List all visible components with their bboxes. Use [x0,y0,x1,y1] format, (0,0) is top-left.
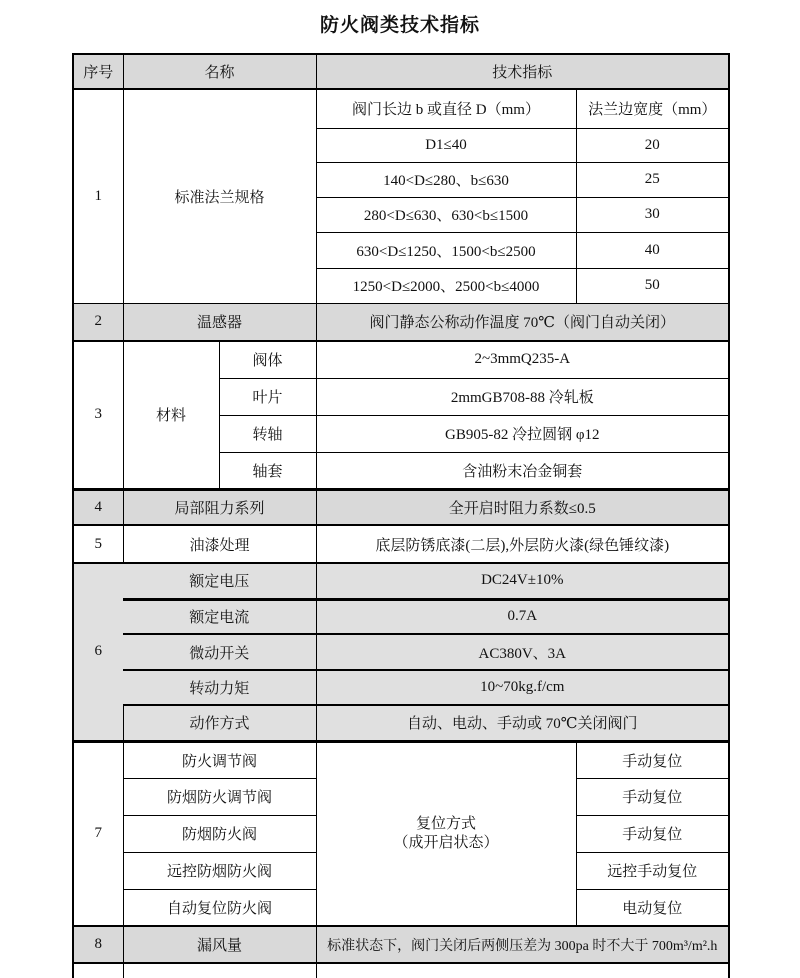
s6-row-4 [73,705,729,741]
s1-col-left: 阀门长边 b 或直径 D（mm） [316,89,576,128]
s2-name: 温感器 [123,303,316,341]
s8-no: 8 [73,926,123,963]
s7-reset-cell [316,741,576,926]
s3-part-0: 阀体 [219,341,316,378]
spec-table [72,53,730,978]
s6-value-0: DC24V±10% [316,563,729,599]
s6-no: 6 [73,563,123,741]
cutoff-cell-name [123,963,316,978]
s2-no: 2 [73,303,123,341]
s4-no: 4 [73,489,123,525]
s6-value-4: 自动、电动、手动或 70℃关闭阀门 [316,705,729,741]
s7-value-0: 手动复位 [576,741,729,778]
s1-range-4: 1250<D≤2000、2500<b≤4000 [316,268,576,303]
s3-value-3: 含油粉末冶金铜套 [316,452,729,489]
s1-width-0: 20 [576,128,729,162]
s7-value-3: 远控手动复位 [576,852,729,889]
s1-no: 1 [73,89,123,303]
header-cell-no: 序号 [73,54,123,89]
s6-name-4: 动作方式 [123,705,316,741]
s7-row-0 [73,741,729,778]
s5-no: 5 [73,525,123,563]
s6-row-0 [73,563,729,599]
table-header-row [73,54,729,89]
s1-width-4: 50 [576,268,729,303]
s7-name-1: 防烟防火调节阀 [123,778,316,815]
s7-reset-title: 复位方式 [416,815,477,832]
s6-value-1: 0.7A [316,599,729,634]
cutoff-row [73,963,729,978]
s5-row [73,525,729,563]
s8-row [73,926,729,963]
header-cell-name: 名称 [123,54,316,89]
s1-width-1: 25 [576,162,729,197]
s1-subheader-row [73,89,729,128]
s7-value-4: 电动复位 [576,889,729,926]
s7-name-4: 自动复位防火阀 [123,889,316,926]
s1-width-2: 30 [576,197,729,232]
s6-row-2 [73,634,729,670]
s8-name: 漏风量 [123,926,316,963]
s4-name: 局部阻力系列 [123,489,316,525]
s3-value-1: 2mmGB708-88 冷轧板 [316,378,729,415]
s3-part-2: 转轴 [219,415,316,452]
s6-name-2: 微动开关 [123,634,316,670]
s7-value-2: 手动复位 [576,815,729,852]
s3-part-3: 轴套 [219,452,316,489]
s1-width-3: 40 [576,232,729,268]
s7-name-3: 远控防烟防火阀 [123,852,316,889]
cutoff-cell-value [316,963,729,978]
s6-row-3 [73,670,729,705]
header-cell-spec: 技术指标 [316,54,729,89]
s4-value: 全开启时阻力系数≤0.5 [316,489,729,525]
s6-name-3: 转动力矩 [123,670,316,705]
s7-value-1: 手动复位 [576,778,729,815]
s3-row-0 [73,341,729,378]
s7-name-2: 防烟防火阀 [123,815,316,852]
s7-no: 7 [73,741,123,926]
s5-name: 油漆处理 [123,525,316,563]
s7-reset-note: （成开启状态） [393,834,499,851]
s1-range-3: 630<D≤1250、1500<b≤2500 [316,232,576,268]
s2-value: 阀门静态公称动作温度 70℃（阀门自动关闭） [316,303,729,341]
s7-name-0: 防火调节阀 [123,741,316,778]
s6-name-1: 额定电流 [123,599,316,634]
s1-col-right: 法兰边宽度（mm） [576,89,729,128]
s6-name-0: 额定电压 [123,563,316,599]
s6-value-2: AC380V、3A [316,634,729,670]
s6-value-3: 10~70kg.f/cm [316,670,729,705]
cutoff-cell-no [73,963,123,978]
s4-row [73,489,729,525]
s1-range-1: 140<D≤280、b≤630 [316,162,576,197]
s1-range-0: D1≤40 [316,128,576,162]
page-title: 防火阀类技术指标 [319,15,480,36]
s2-row [73,303,729,341]
s3-value-2: GB905-82 冷拉圆钢 φ12 [316,415,729,452]
s8-value: 标准状态下，阀门关闭后两侧压差为 300pa 时不大于 700m³/m².h [316,926,729,963]
s3-no: 3 [73,341,123,489]
s3-part-1: 叶片 [219,378,316,415]
s6-row-1 [73,599,729,634]
s5-value: 底层防锈底漆(二层),外层防火漆(绿色锤纹漆) [316,525,729,563]
s3-value-0: 2~3mmQ235-A [316,341,729,378]
s1-name: 标准法兰规格 [123,89,316,303]
s1-range-2: 280<D≤630、630<b≤1500 [316,197,576,232]
s3-name: 材料 [123,341,219,489]
